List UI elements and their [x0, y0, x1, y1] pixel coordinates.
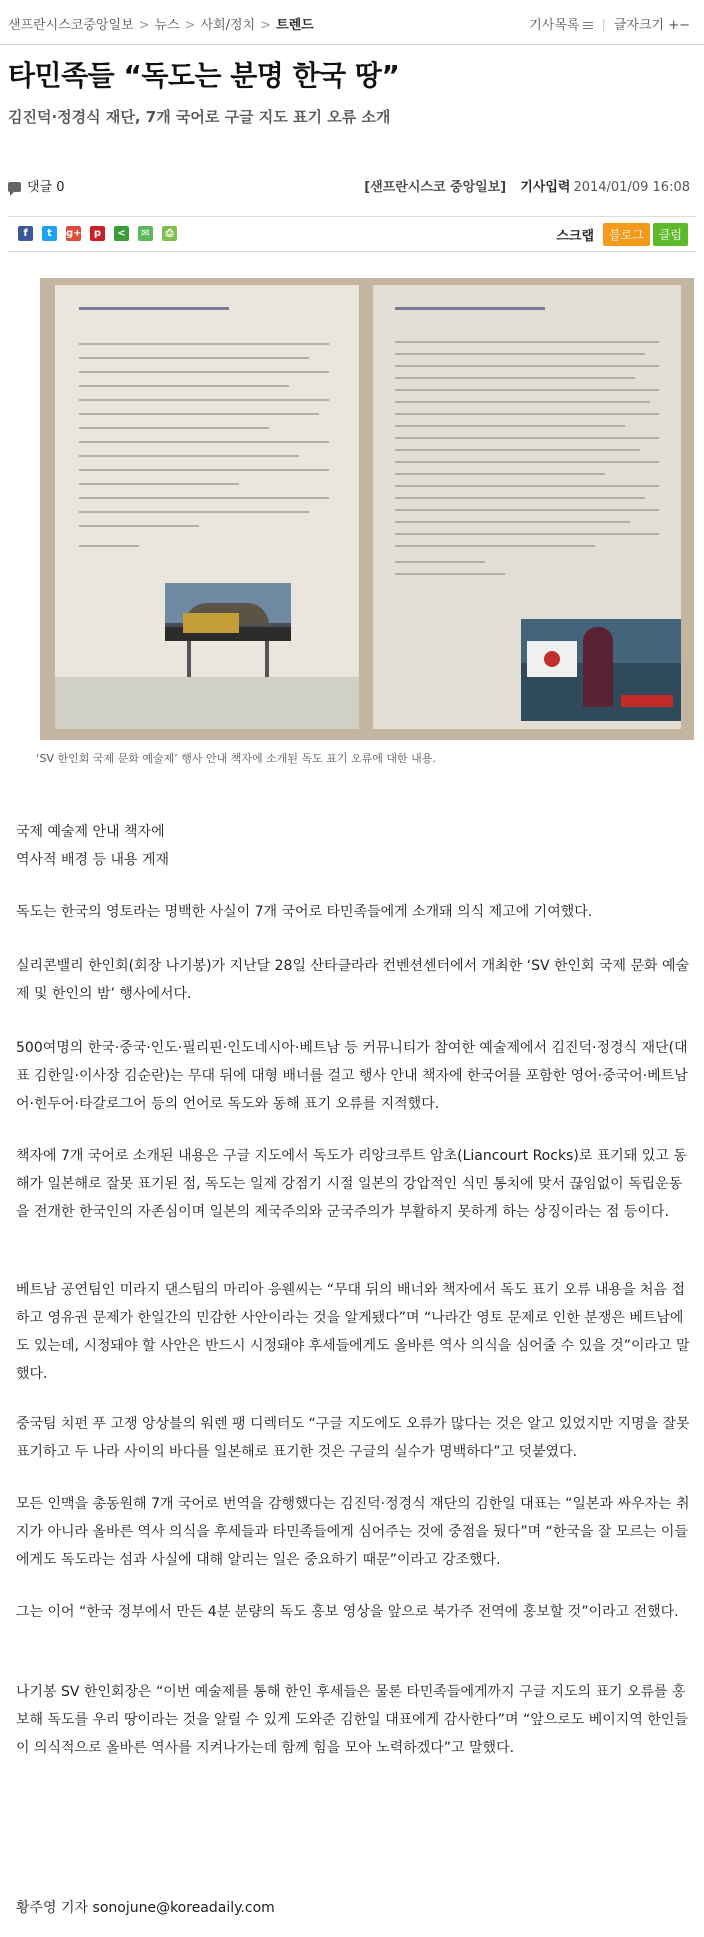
store-sign: [183, 613, 239, 633]
date-label: 기사입력: [520, 180, 571, 195]
article-paragraph: 책자에 7개 국어로 소개된 내용은 구글 지도에서 독도가 리앙크루트 암초(Liancourt Rocks)로 표기돼 있고 동해가 일본해로 잘못 표기된 점, 독도는 일제 강점기 시절 일본의 강압적인 식민 통치에 맞서 끊임없이 독립운동을 전개한 한국인의 자존심이며 일본의 제국주의와 군국주의가 부활하지 못하게 하는 상징이라는 점 등이다.: [16, 1148, 687, 1220]
menu-icon: [583, 20, 593, 31]
lead-line: 국제 예술제 안내 책자에: [16, 824, 165, 840]
dokdo-billboard: [521, 619, 681, 721]
article-title: 타민족들 “독도는 분명 한국 땅”: [8, 59, 400, 92]
photo-caption: ‘SV 한인회 국제 문화 예술제’ 행사 안내 책자에 소개된 독도 표기 오류에 대한 내용.: [36, 752, 436, 765]
share-icons: [18, 226, 186, 245]
article-paragraph: 실리콘밸리 한인회(회장 나기봉)가 지난달 28일 산타클라라 컨벤션센터에서 개최한 ‘SV 한인회 국제 문화 예술제 및 한인의 밤’ 행사에서다.: [16, 958, 690, 1002]
brochure-page-right: [373, 285, 681, 729]
article-paragraph: 나기봉 SV 한인회장은 “이번 예술제를 통해 한인 후세들은 물론 타민족들에게까지 구글 지도의 표기 오류를 홍보해 독도를 우리 땅이라는 것을 알릴 수 있게 도와준 김한일 대표에게 감사한다”며 “앞으로도 베이지역 한인들이 의식적으로 올바른 역사를 지켜나가는데 함께 힘을 모아 노력하겠다”고 말했다.: [16, 1684, 688, 1756]
article-tools: [529, 14, 690, 33]
breadcrumb-bar: [0, 0, 704, 45]
club-button[interactable]: 클럽: [653, 223, 688, 246]
article-lead: [16, 818, 686, 874]
comment-label: 댓글: [27, 180, 53, 195]
article-list-label: 기사목록: [529, 18, 580, 33]
outlet-name: [샌프란시스코 중앙일보]: [364, 180, 507, 195]
breadcrumb-news-link[interactable]: 뉴스: [154, 18, 180, 33]
article-source: [364, 176, 690, 195]
lead-line: 역사적 배경 등 내용 게재: [16, 852, 170, 868]
share-bar: [8, 216, 696, 252]
breadcrumb: [8, 14, 314, 33]
article-paragraph: 500여명의 한국·중국·인도·필리핀·인도네시아·베트남 등 커뮤니티가 참여한 예술제에서 김진덕·정경식 재단(대표 김한일·이사장 김순란)는 무대 뒤에 대형 배너를 걸고 행사 안내 책자에 한국어를 포함한 영어·중국어·베트남어·힌두어·타갈로그어 등의 언어로 독도와 동해 표기 오류를 지적했다.: [16, 1040, 688, 1112]
facebook-icon[interactable]: f: [18, 226, 33, 241]
scrap-label: 스크랩: [556, 229, 595, 244]
article-list-button[interactable]: [529, 18, 593, 33]
comment-count: 0: [56, 180, 65, 195]
date-value: 2014/01/09 16:08: [573, 180, 690, 195]
comment-icon: [8, 182, 21, 192]
print-icon[interactable]: ⎙: [162, 226, 177, 241]
brochure-page-left: [55, 285, 359, 729]
article-paragraph: 그는 이어 “한국 정부에서 만든 4분 분량의 독도 홍보 영상을 앞으로 북가주 전역에 홍보할 것”이라고 전했다.: [16, 1604, 679, 1620]
article-paragraph: 모든 인맥을 총동원해 7개 국어로 번역을 감행했다는 김진덕·정경식 재단의 김한일 대표는 “일본과 싸우자는 취지가 아니라 올바른 역사 의식을 후세들과 타민족들에게 심어주는 것에 중점을 뒀다”며 “한국을 잘 모르는 이들에게도 독도라는 섬과 사실에 대해 알리는 일은 중요하기 때문”이라고 강조했다.: [16, 1496, 690, 1568]
breadcrumb-separator: >: [138, 18, 150, 33]
breadcrumb-society-link[interactable]: 사회/정치: [200, 18, 256, 33]
scrap-actions: [556, 223, 688, 246]
blog-button[interactable]: 블로그: [603, 223, 650, 246]
email-icon[interactable]: ✉: [138, 226, 153, 241]
twitter-icon[interactable]: t: [42, 226, 57, 241]
article-meta: [0, 172, 704, 194]
breadcrumb-home-link[interactable]: 샌프란시스코중앙일보: [8, 18, 134, 33]
breadcrumb-separator: >: [260, 18, 272, 33]
google-plus-icon[interactable]: g+: [66, 228, 82, 239]
tools-divider: |: [601, 18, 606, 33]
share-icon[interactable]: <: [114, 226, 129, 241]
article-subtitle: 김진덕·정경식 재단, 7개 국어로 구글 지도 표기 오류 소개: [8, 108, 391, 126]
article-paragraph: 독도는 한국의 영토라는 명백한 사실이 7개 국어로 타민족들에게 소개돼 의식 제고에 기여했다.: [16, 904, 593, 920]
reporter-byline: 황주영 기자 sonojune@koreadaily.com: [16, 1900, 275, 1916]
comment-link[interactable]: [8, 176, 65, 195]
font-size-control[interactable]: 글자크기 +−: [613, 18, 690, 33]
article-paragraph: 베트남 공연팀인 미라지 댄스팀의 마리아 응웬씨는 “무대 뒤의 배너와 책자에서 독도 표기 오류 내용을 처음 접하고 영유권 문제가 한일간의 민감한 사안이라는 것을 알게됐다”며 “나라간 영토 문제로 인한 분쟁은 베트남에도 있는데, 시정돼야 할 사안은 반드시 시정돼야 후세들에게도 올바른 역사 의식을 심어줄 수 있을 것”이라고 말했다.: [16, 1282, 690, 1382]
breadcrumb-separator: >: [184, 18, 196, 33]
article-paragraph: 중국팀 치펀 푸 고쟁 앙상블의 워렌 팽 디렉터도 “구글 지도에도 오류가 많다는 것은 알고 있었지만 지명을 잘못 표기하고 두 나라 사이의 바다를 일본해로 표기한 것은 구글의 실수가 명백하다”고 덧붙였다.: [16, 1416, 690, 1460]
article-photo: [40, 278, 694, 740]
breadcrumb-current[interactable]: 트렌드: [276, 18, 314, 33]
pinterest-icon[interactable]: p: [90, 226, 105, 241]
